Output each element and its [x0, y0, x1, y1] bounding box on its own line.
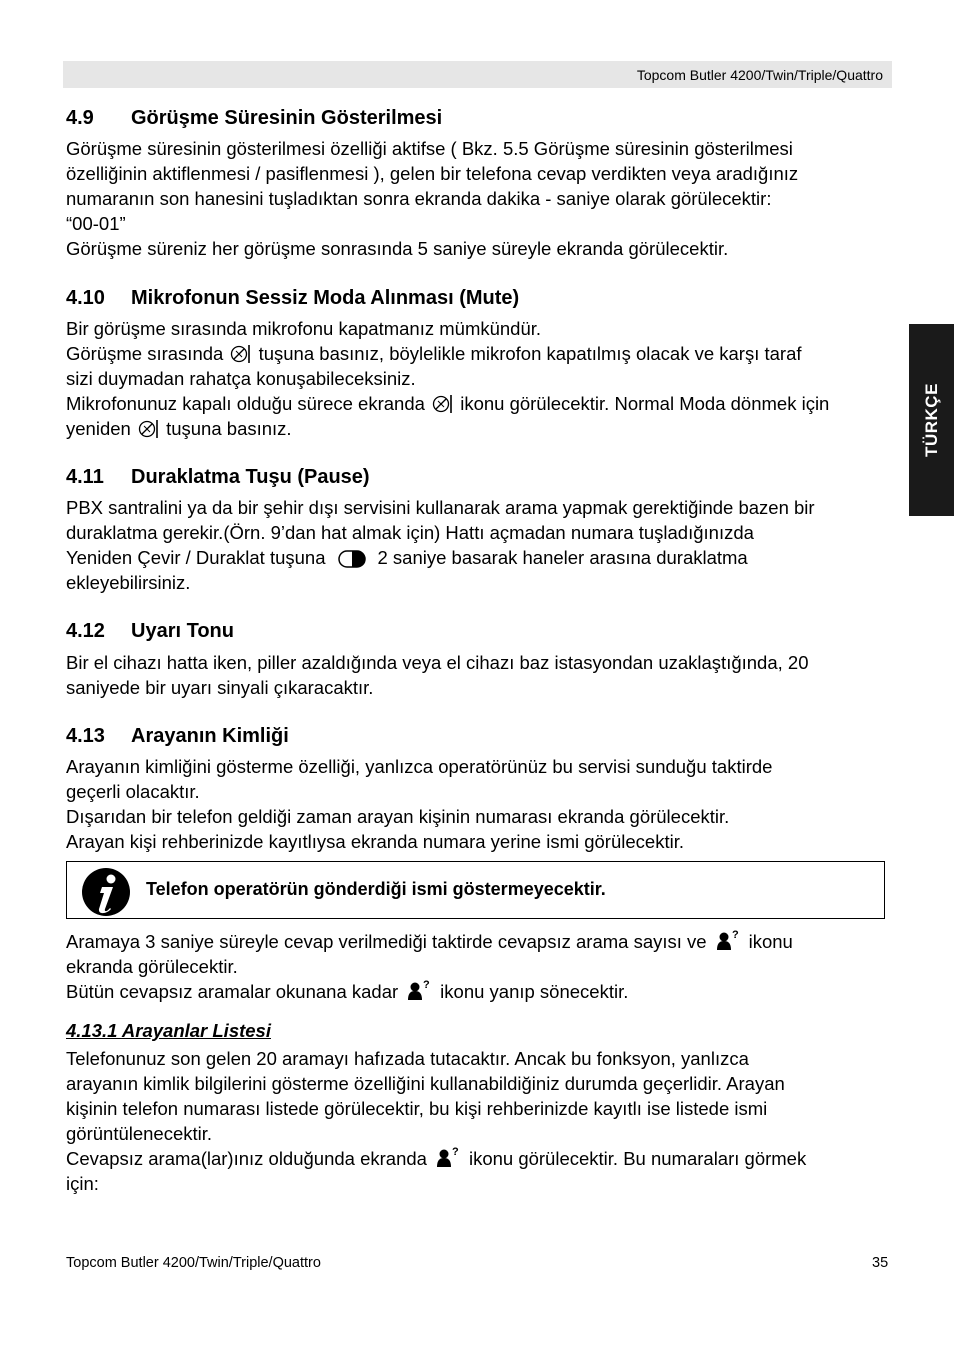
paragraph-line: için:: [66, 1173, 99, 1194]
section-number: 4.10: [66, 287, 105, 309]
header-title: Topcom Butler 4200/Twin/Triple/Quattro: [636, 67, 883, 83]
section-heading-4-9: [66, 107, 442, 130]
mute-icon: [230, 344, 251, 364]
mute-icon: [432, 394, 453, 414]
paragraph-line: Dışarıdan bir telefon geldiği zaman arayan kişinin numarası ekranda görülecektir.: [66, 806, 730, 827]
paragraph-line: [66, 341, 802, 366]
svg-text:?: ?: [451, 1146, 459, 1158]
paragraph-line: sizi duymadan rahatça konuşabileceksiniz.: [66, 368, 416, 389]
section-number: 4.13: [66, 725, 105, 747]
note-box: [66, 861, 885, 919]
text-segment: Yeniden Çevir / Duraklat tuşuna: [66, 547, 326, 568]
paragraph-line: PBX santralini ya da bir şehir dışı servisini kullanarak arama yapmak gerektiğinde bazen bir: [66, 497, 815, 518]
section-title: Mikrofonun Sessiz Moda Alınması (Mute): [131, 287, 520, 309]
text-segment: Bütün cevapsız aramalar okunana kadar: [66, 981, 399, 1002]
text-segment: Aramaya 3 saniye süreyle cevap verilmediği taktirde cevapsız arama sayısı ve: [66, 931, 707, 952]
paragraph-line: [66, 416, 292, 441]
missed-call-icon: [437, 1146, 459, 1168]
paragraph-line: [66, 545, 748, 570]
paragraph-line: ekleyebilirsiniz.: [66, 572, 191, 593]
section-title: Arayanın Kimliği: [131, 725, 289, 747]
paragraph-line: Arayanın kimliğini gösterme özelliği, yanlızca operatörünüz bu servisi sunduğu taktirde: [66, 756, 773, 777]
paragraph-line: geçerli olacaktır.: [66, 781, 200, 802]
paragraph-line: kişinin telefon numarası listede görülecektir, bu kişi rehberinizde kayıtlı ise listede ismi: [66, 1098, 768, 1119]
svg-text:?: ?: [423, 979, 430, 991]
paragraph-line: Görüşme süreniz her görüşme sonrasında 5 saniye süreyle ekranda görülecektir.: [66, 238, 729, 259]
note-text: Telefon operatörün gönderdiği ismi göstermeyecektir.: [146, 879, 606, 899]
language-tab-label: TÜRKÇE: [921, 383, 941, 457]
section-number: 4.12: [66, 620, 105, 642]
paragraph-line: görüntülenecektir.: [66, 1123, 213, 1144]
paragraph-line: [66, 1146, 806, 1171]
paragraph-line: ekranda görülecektir.: [66, 956, 238, 977]
pause-key-icon: [338, 550, 366, 568]
text-segment: ikonu görülecektir. Normal Moda dönmek için: [455, 393, 830, 414]
text-segment: ikonu: [748, 931, 793, 952]
text-segment: ikonu görülecektir. Bu numaraları görmek: [468, 1148, 807, 1169]
paragraph-line: Arayan kişi rehberinizde kayıtlıysa ekranda numara yerine ismi görülecektir.: [66, 831, 684, 852]
text-segment: 2 saniye basarak haneler arasına duraklatma: [377, 547, 748, 568]
header-bar: [63, 61, 892, 88]
paragraph-line: Görüşme süresinin gösterilmesi özelliği aktifse ( Bkz. 5.5 Görüşme süresinin gösterilmesi: [66, 138, 793, 159]
text-segment: yeniden: [66, 418, 131, 439]
section-title: Görüşme Süresinin Gösterilmesi: [131, 107, 443, 129]
paragraph-line: “00-01”: [66, 213, 126, 234]
text-segment: tuşuna basınız, böylelikle mikrofon kapatılmış olacak ve karşı taraf: [253, 343, 802, 364]
info-icon: [81, 867, 131, 917]
paragraph-line: arayanın kimlik bilgilerini gösterme özelliğini kullanabildiğiniz durumda geçerlidir. Arayan: [66, 1073, 785, 1094]
section-heading-4-10: [66, 287, 519, 310]
text-segment: tuşuna basınız.: [160, 418, 292, 439]
section-number: 4.9: [66, 107, 94, 129]
section-number: 4.11: [66, 466, 104, 488]
text-segment: Görüşme sırasında: [66, 343, 229, 364]
paragraph-line: numaranın son hanesini tuşladıktan sonra ekranda dakika - saniye olarak görülecektir:: [66, 188, 772, 209]
language-tab: [909, 324, 954, 516]
mute-icon: [138, 419, 159, 439]
paragraph-line: özelliğinin aktiflenmesi / pasiflenmesi ), gelen bir telefona cevap verdikten veya aradığınız: [66, 163, 799, 184]
text-segment: Cevapsız arama(lar)ınız olduğunda ekranda: [66, 1148, 427, 1169]
paragraph-line: Bir görüşme sırasında mikrofonu kapatmanız mümkündür.: [66, 318, 542, 339]
paragraph-line: [66, 929, 793, 954]
section-title: Uyarı Tonu: [131, 620, 234, 642]
paragraph-line: Telefonunuz son gelen 20 aramayı hafızada tutacaktır. Ancak bu fonksyon, yanlızca: [66, 1048, 749, 1069]
section-heading-4-11: [66, 466, 370, 489]
subsection-heading-4-13-1: 4.13.1 Arayanlar Listesi: [66, 1020, 271, 1041]
paragraph-line: saniyede bir uyarı sinyali çıkaracaktır.: [66, 677, 374, 698]
text-segment: ikonu yanıp sönecektir.: [440, 981, 629, 1002]
paragraph-line: [66, 391, 829, 416]
paragraph-line: Bir el cihazı hatta iken, piller azaldığında veya el cihazı baz istasyondan uzaklaştığında, 20: [66, 652, 809, 673]
text-segment: Mikrofonunuz kapalı olduğu sürece ekranda: [66, 393, 425, 414]
section-heading-4-13: [66, 725, 289, 748]
section-title: Duraklatma Tuşu (Pause): [131, 466, 370, 488]
paragraph-line: duraklatma gerekir.(Örn. 9’dan hat almak için) Hattı açmadan numara tuşladığınızda: [66, 522, 754, 543]
missed-call-icon: [408, 979, 430, 1001]
section-heading-4-12: [66, 620, 234, 643]
paragraph-line: [66, 979, 628, 1004]
footer-title: Topcom Butler 4200/Twin/Triple/Quattro: [66, 1255, 321, 1271]
page-number: 35: [872, 1255, 889, 1271]
missed-call-icon: [717, 929, 739, 951]
svg-text:?: ?: [731, 929, 739, 941]
